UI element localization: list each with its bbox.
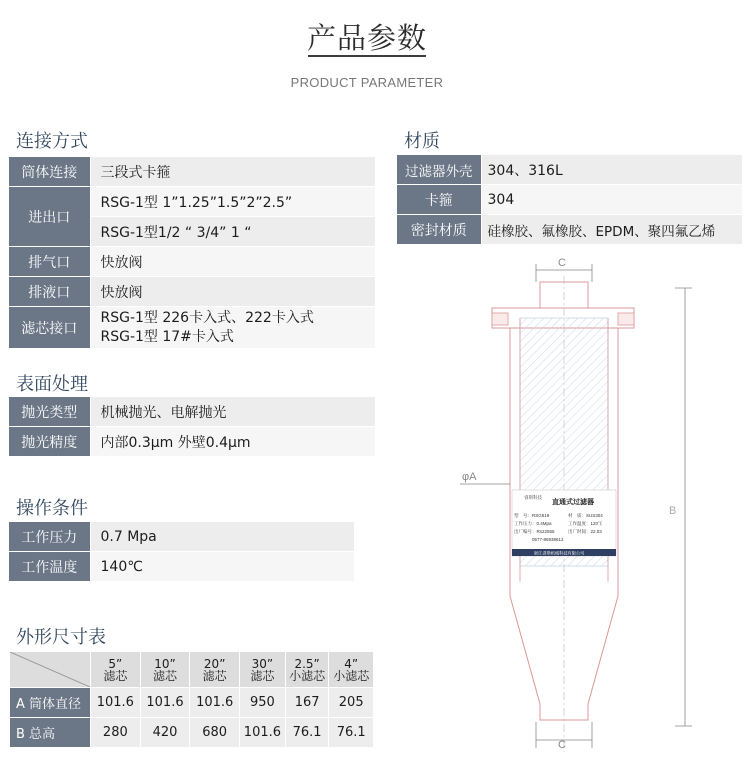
row-label: 过滤器外壳 bbox=[397, 155, 481, 185]
table-cell: 280 bbox=[91, 718, 141, 748]
plate-temperature: 工作温度：120℃ bbox=[568, 521, 603, 526]
table-cell: 420 bbox=[140, 718, 190, 748]
page-title: 产品参数 bbox=[306, 21, 427, 55]
column-header: 20” 滤芯 bbox=[190, 652, 240, 688]
row-label: 工作压力 bbox=[9, 522, 90, 552]
row-label: 排液口 bbox=[9, 277, 90, 307]
table-cell: 101.6 bbox=[140, 688, 190, 718]
table-row bbox=[9, 187, 375, 217]
row-label: 抛光精度 bbox=[9, 427, 90, 457]
row-label: 密封材质 bbox=[397, 215, 481, 245]
table-header-row bbox=[10, 652, 374, 688]
row-label: 筒体连接 bbox=[9, 157, 90, 187]
row-label: 抛光类型 bbox=[9, 397, 90, 427]
title-underline bbox=[308, 55, 426, 57]
filter-drawing bbox=[440, 252, 740, 760]
column-header: 30” 滤芯 bbox=[240, 652, 286, 688]
material-table bbox=[397, 154, 742, 245]
clamp-left bbox=[492, 313, 508, 325]
row-value: 硅橡胶、氟橡胶、EPDM、聚四氟乙烯 bbox=[481, 215, 742, 245]
row-value: RSG-1型1/2 “ 3/4” 1 “ bbox=[90, 217, 375, 247]
plate-material: 材 质：SUS304 bbox=[568, 513, 603, 518]
column-header: 10” 滤芯 bbox=[140, 652, 190, 688]
plate-model: 型 号：RSG519 bbox=[514, 513, 550, 518]
operating-table bbox=[9, 521, 354, 582]
row-label: 卡箍 bbox=[397, 185, 481, 215]
plate-serial: 出厂编号：Rs22555 bbox=[514, 529, 555, 534]
plate-phone: 0577-86938612 bbox=[532, 537, 564, 542]
connection-heading: 连接方式 bbox=[16, 131, 88, 152]
table-row bbox=[10, 688, 374, 718]
column-header: 5” 滤芯 bbox=[91, 652, 141, 688]
operating-heading: 操作条件 bbox=[16, 498, 88, 519]
dimensions-heading: 外形尺寸表 bbox=[16, 627, 106, 648]
row-value: 三段式卡箍 bbox=[90, 157, 375, 187]
row-value bbox=[90, 307, 375, 349]
table-cell: 76.1 bbox=[329, 718, 374, 748]
row-label: A 筒体直径 bbox=[10, 688, 91, 718]
table-row bbox=[397, 215, 742, 245]
row-value: 0.7 Mpa bbox=[90, 522, 354, 552]
diagonal-line bbox=[10, 652, 90, 687]
row-label: 排气口 bbox=[9, 247, 90, 277]
table-cell: 101.6 bbox=[190, 688, 240, 718]
column-header: 4” 小滤芯 bbox=[329, 652, 374, 688]
table-row bbox=[10, 718, 374, 748]
table-cell: 101.6 bbox=[91, 688, 141, 718]
page-subtitle: PRODUCT PARAMETER bbox=[290, 75, 444, 90]
row-label: 滤芯接口 bbox=[9, 307, 90, 349]
plate-pressure: 工作压力：0.4Mpa bbox=[514, 521, 552, 526]
row-value: 快放阀 bbox=[90, 247, 375, 277]
connection-table bbox=[9, 156, 375, 349]
row-value: 机械抛光、电解抛光 bbox=[90, 397, 375, 427]
dimension-label-a: φA bbox=[462, 471, 477, 483]
table-cell: 101.6 bbox=[240, 718, 286, 748]
row-label: B 总高 bbox=[10, 718, 91, 748]
row-value: 304、316L bbox=[481, 155, 742, 185]
row-value: 内部0.3μm 外壁0.4μm bbox=[90, 427, 375, 457]
nameplate bbox=[512, 490, 616, 557]
plate-title: 直通式过滤器 bbox=[552, 499, 594, 506]
plate-brand: 睿斯科技 bbox=[524, 495, 542, 500]
row-value: 快放阀 bbox=[90, 277, 375, 307]
dimension-label-c-top: C bbox=[558, 257, 566, 269]
row-value: 140℃ bbox=[90, 552, 354, 582]
row-value-line: RSG-1型 17#卡入式 bbox=[100, 328, 234, 345]
surface-heading: 表面处理 bbox=[16, 374, 88, 395]
table-row bbox=[397, 155, 742, 185]
dimension-label-c-bottom: C bbox=[558, 739, 566, 751]
dimensions-table bbox=[9, 651, 374, 748]
table-row bbox=[397, 185, 742, 215]
table-row bbox=[9, 552, 354, 582]
table-cell: 950 bbox=[240, 688, 286, 718]
row-value: RSG-1型 1”1.25”1.5”2”2.5” bbox=[90, 187, 375, 217]
table-cell: 76.1 bbox=[285, 718, 329, 748]
table-cell: 167 bbox=[285, 688, 329, 718]
clamp-right bbox=[618, 313, 634, 325]
table-cell: 680 bbox=[190, 718, 240, 748]
column-header: 2.5” 小滤芯 bbox=[285, 652, 329, 688]
row-label: 工作温度 bbox=[9, 552, 90, 582]
table-row bbox=[9, 247, 375, 277]
row-value: 304 bbox=[481, 185, 742, 215]
table-row bbox=[9, 277, 375, 307]
table-row bbox=[9, 522, 354, 552]
row-value-line: RSG-1型 226卡入式、222卡入式 bbox=[100, 309, 314, 326]
table-row bbox=[9, 307, 375, 349]
dimension-label-b: B bbox=[669, 505, 677, 517]
table-cell: 205 bbox=[329, 688, 374, 718]
row-label: 进出口 bbox=[9, 187, 90, 247]
plate-date: 出厂时间：22.03 bbox=[568, 529, 602, 534]
surface-table bbox=[9, 396, 375, 457]
table-row bbox=[9, 157, 375, 187]
material-heading: 材质 bbox=[404, 131, 440, 152]
corner-cell bbox=[10, 652, 91, 688]
table-row bbox=[9, 397, 375, 427]
plate-company: 浙江睿斯机械科技有限公司 bbox=[534, 550, 585, 556]
table-row bbox=[9, 427, 375, 457]
height-dimension bbox=[675, 288, 692, 726]
